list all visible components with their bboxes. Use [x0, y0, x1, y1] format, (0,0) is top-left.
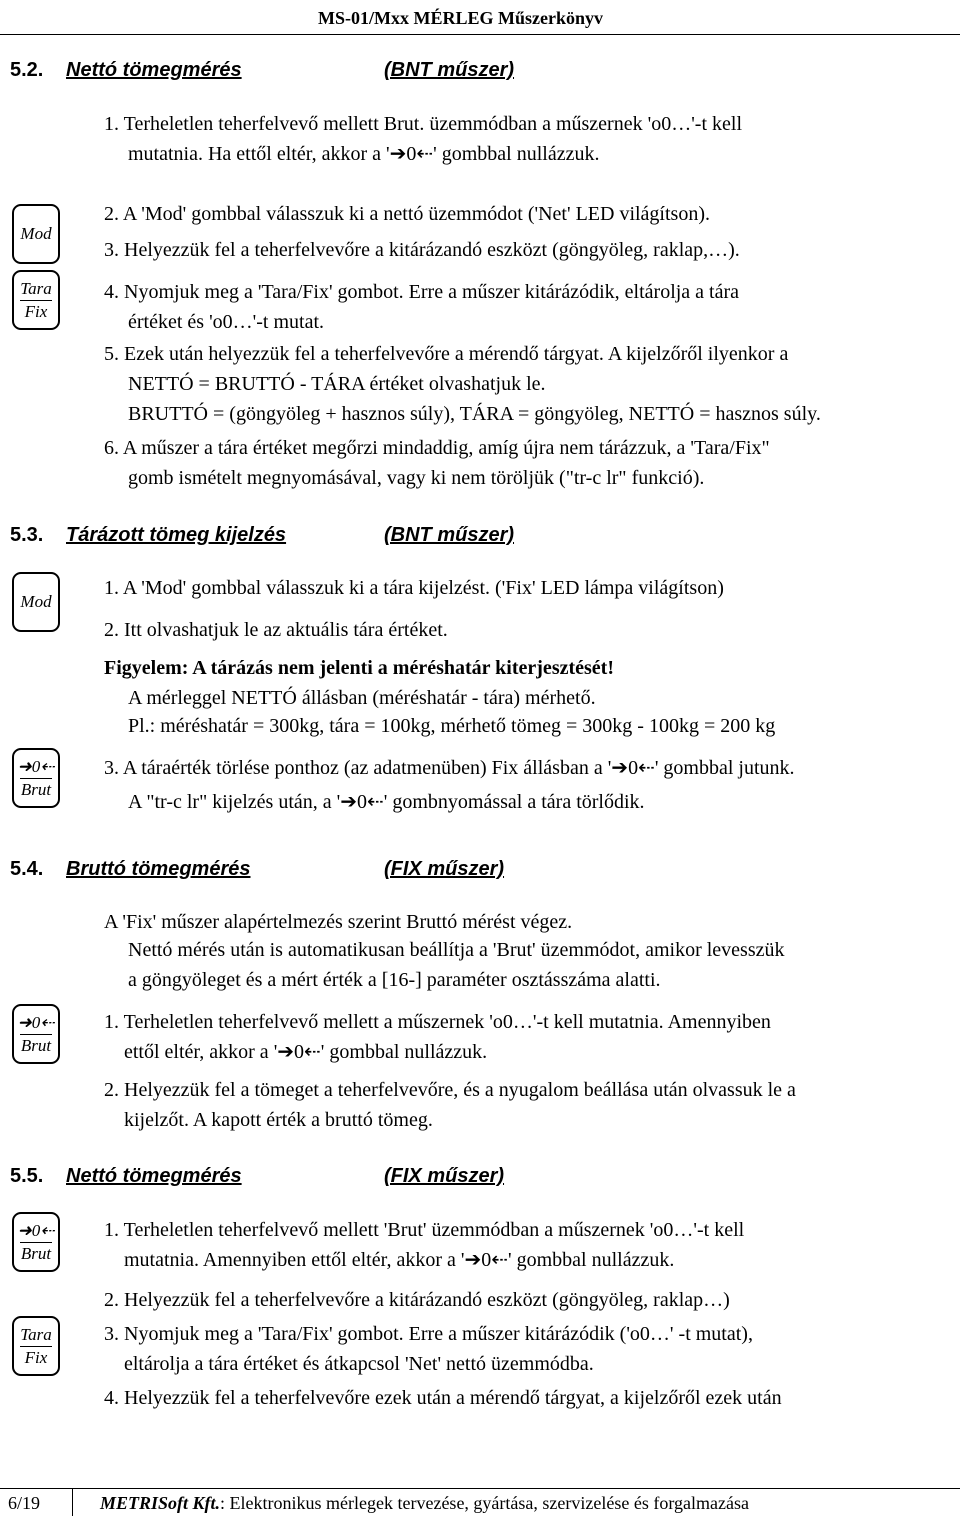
section-title: Nettó tömegmérés [66, 1165, 242, 1187]
zero-brut-key-icon [12, 1004, 60, 1064]
paragraph-line: 3. Nyomjuk meg a 'Tara/Fix' gombot. Erre a műszer kitárázódik ('o0…' -t mutat), [104, 1323, 753, 1345]
section-heading-5-5 [10, 1164, 504, 1188]
zero-brut-key-icon [12, 748, 60, 808]
section-tag: (FIX műszer) [384, 1165, 505, 1187]
paragraph-line: 5. Ezek után helyezzük fel a teherfelvevőre a mérendő tárgyat. A kijelzőről ilyenkor a [104, 343, 789, 365]
zero-brut-key-icon [12, 1212, 60, 1272]
paragraph-line: 2. A 'Mod' gombbal válasszuk ki a nettó üzemmódot ('Net' LED világítson). [104, 203, 710, 225]
key-label: Fix [24, 1348, 48, 1367]
header-rule [0, 34, 960, 35]
footer-description: : Elektronikus mérlegek tervezése, gyártása, szervizelése és forgalmazása [220, 1493, 749, 1513]
section-tag: (BNT műszer) [384, 524, 515, 546]
section-number: 5.5. [10, 1165, 44, 1187]
paragraph-line: A mérleggel NETTÓ állásban (méréshatár - tára) mérhető. [128, 687, 596, 709]
mod-key-icon [12, 572, 60, 632]
key-divider [20, 778, 52, 779]
paragraph-line: 3. A táraérték törlése ponthoz (az adatmenüben) Fix állásban a '➔0⇠' gombbal jutunk. [104, 757, 795, 779]
section-tag: (FIX műszer) [384, 858, 505, 880]
paragraph-line: 2. Itt olvashatjuk le az aktuális tára értéket. [104, 619, 448, 641]
paragraph-line: mutatnia. Amennyiben ettől eltér, akkor a '➔0⇠' gombbal nullázzuk. [124, 1249, 675, 1271]
paragraph-line: A 'Fix' műszer alapértelmezés szerint Bruttó mérést végez. [104, 911, 573, 933]
key-label: Brut [20, 1036, 52, 1055]
key-label: Brut [20, 780, 52, 799]
section-heading-5-3 [10, 523, 514, 547]
paragraph-line: értéket és 'o0…'-t mutat. [128, 311, 325, 333]
section-number: 5.3. [10, 524, 44, 546]
warning-line: Figyelem: A tárázás nem jelenti a méréshatár kiterjesztését! [104, 657, 614, 679]
key-label: Mod [20, 592, 52, 611]
key-divider [20, 1242, 52, 1243]
paragraph-line: ettől eltér, akkor a '➔0⇠' gombbal nullázzuk. [124, 1041, 488, 1063]
section-number: 5.2. [10, 59, 44, 81]
paragraph-line: BRUTTÓ = (göngyöleg + hasznos súly), TÁRA = göngyöleg, NETTÓ = hasznos súly. [128, 403, 821, 425]
key-divider [20, 1346, 52, 1347]
paragraph-line: 1. Terheletlen teherfelvevő mellett 'Brut' üzemmódban a műszernek 'o0…'-t kell [104, 1219, 745, 1241]
key-label: Fix [24, 302, 48, 321]
paragraph-line: a göngyöleget és a mért érték a [16-] paraméter osztásszáma alatti. [128, 969, 661, 991]
paragraph-line: 2. Helyezzük fel a tömeget a teherfelvevőre, és a nyugalom beállása után olvassuk le a [104, 1079, 796, 1101]
key-label: ➜0⇠ [17, 1013, 55, 1032]
section-number: 5.4. [10, 858, 44, 880]
key-divider [20, 1034, 52, 1035]
key-label: Tara [20, 279, 52, 298]
paragraph-line: 4. Nyomjuk meg a 'Tara/Fix' gombot. Erre a műszer kitárázódik, eltárolja a tára [104, 281, 740, 303]
page-number: 6/19 [8, 1493, 41, 1513]
section-title: Nettó tömegmérés [66, 59, 242, 81]
section-heading-5-4 [10, 857, 504, 881]
paragraph-line: 2. Helyezzük fel a teherfelvevőre a kitárázandó eszközt (göngyöleg, raklap…) [104, 1289, 730, 1311]
key-label: ➜0⇠ [17, 757, 55, 776]
paragraph-line: mutatnia. Ha ettől eltér, akkor a '➔0⇠' gombbal nullázzuk. [128, 143, 600, 165]
paragraph-line: 4. Helyezzük fel a teherfelvevőre ezek után a mérendő tárgyat, a kijelzőről ezek után [104, 1387, 782, 1409]
company-name: METRISoft Kft. [100, 1493, 221, 1513]
paragraph-line: A "tr-c lr" kijelzés után, a '➔0⇠' gombnyomással a tára törlődik. [128, 791, 645, 813]
paragraph-line: 1. Terheletlen teherfelvevő mellett a műszernek 'o0…'-t kell mutatnia. Amennyiben [104, 1011, 771, 1033]
section-heading-5-2 [10, 58, 514, 82]
paragraph-line: eltárolja a tára értéket és átkapcsol 'Net' nettó üzemmódba. [124, 1353, 594, 1375]
mod-key-icon [12, 204, 60, 264]
section-title: Bruttó tömegmérés [66, 858, 251, 880]
tara-fix-key-icon [12, 1316, 60, 1376]
paragraph-line: 6. A műszer a tára értéket megőrzi mindaddig, amíg újra nem tárázzuk, a 'Tara/Fix" [104, 437, 770, 459]
footer-rule [0, 1488, 960, 1489]
footer-text [100, 1491, 749, 1515]
key-label: ➜0⇠ [17, 1221, 55, 1240]
tara-fix-key-icon [12, 270, 60, 330]
paragraph-line: 3. Helyezzük fel a teherfelvevőre a kitárázandó eszközt (göngyöleg, raklap,…). [104, 239, 740, 261]
paragraph-line: NETTÓ = BRUTTÓ - TÁRA értéket olvashatjuk le. [128, 373, 546, 395]
footer-divider [72, 1488, 73, 1516]
paragraph-line: Nettó mérés után is automatikusan beállítja a 'Brut' üzemmódot, amikor levesszük [128, 939, 785, 961]
key-divider [20, 300, 52, 301]
paragraph-line: gomb ismételt megnyomásával, vagy ki nem töröljük ("tr-c lr" funkció). [128, 467, 705, 489]
paragraph-line: 1. Terheletlen teherfelvevő mellett Brut. üzemmódban a műszernek 'o0…'-t kell [104, 113, 742, 135]
page-header-title: MS-01/Mxx MÉRLEG Műszerkönyv [318, 8, 603, 28]
paragraph-line: kijelzőt. A kapott érték a bruttó tömeg. [124, 1109, 433, 1131]
key-label: Brut [20, 1244, 52, 1263]
key-label: Tara [20, 1325, 52, 1344]
key-label: Mod [20, 224, 52, 243]
section-title: Tárázott tömeg kijelzés [66, 524, 287, 546]
section-tag: (BNT műszer) [384, 59, 515, 81]
paragraph-line: 1. A 'Mod' gombbal válasszuk ki a tára kijelzést. ('Fix' LED lámpa világítson) [104, 577, 724, 599]
paragraph-line: Pl.: méréshatár = 300kg, tára = 100kg, mérhető tömeg = 300kg - 100kg = 200 kg [128, 715, 776, 737]
